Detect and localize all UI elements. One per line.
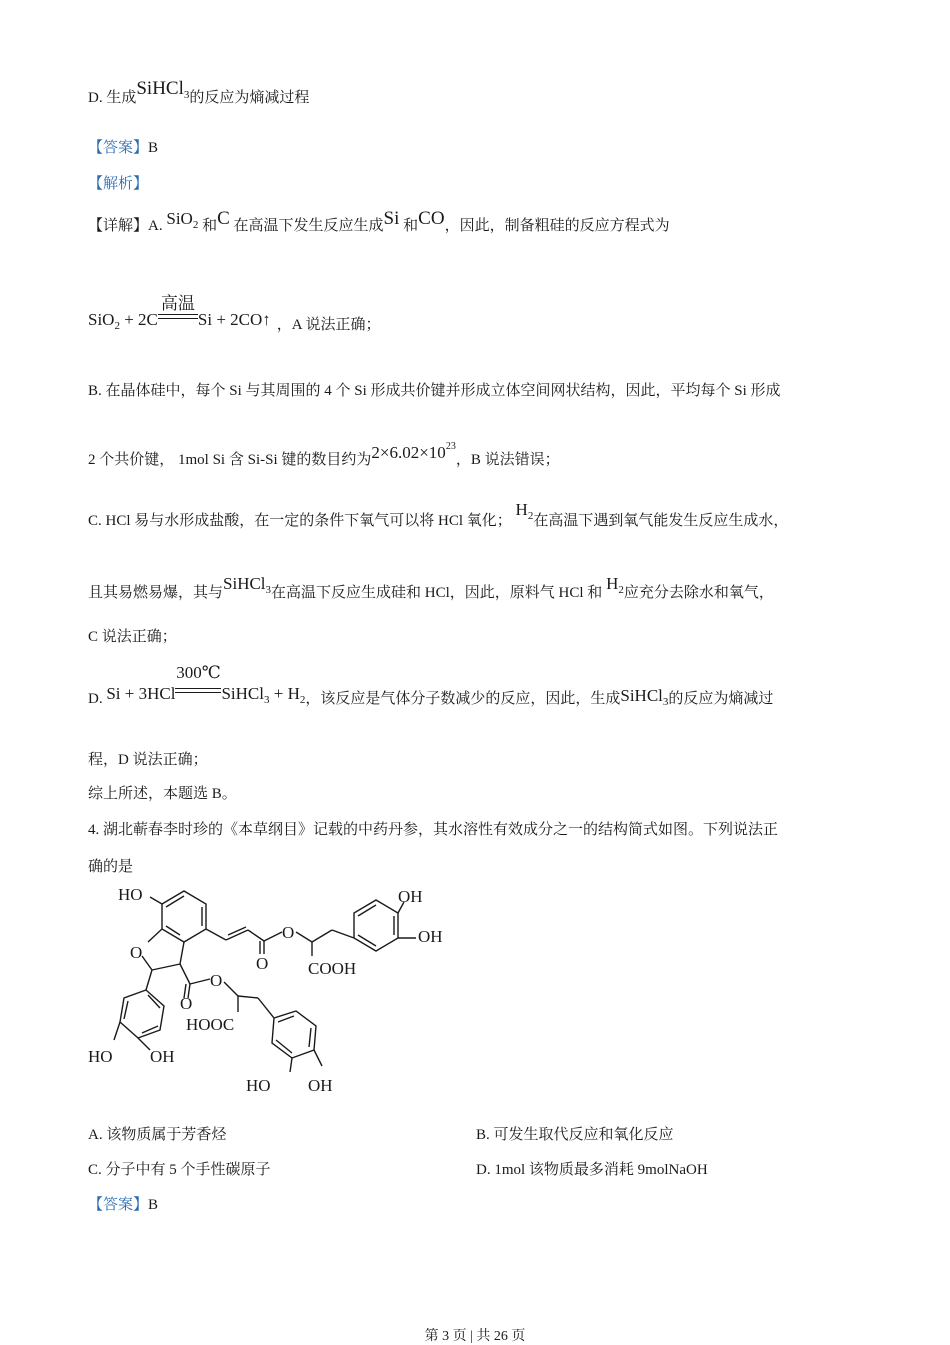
formula-h2: [606, 574, 624, 596]
formula-main: SiHCl: [136, 78, 184, 99]
formula-sub: 2: [618, 584, 624, 596]
a-text-1: A.: [148, 218, 167, 234]
eq2-condition: 300℃: [176, 663, 221, 682]
formula-si: Si: [383, 208, 400, 229]
formula-main: H: [606, 574, 619, 593]
formula-main: SiHCl: [223, 574, 266, 593]
q3-analysis-tag: 【解析】: [88, 176, 149, 192]
eq1-rhs: Si + 2CO↑: [197, 310, 271, 329]
eq2-rhs: [221, 684, 306, 706]
q3-b-line-2: [88, 441, 560, 469]
q3-equation-1: [88, 294, 381, 334]
formula-co: CO: [418, 208, 445, 229]
formula-main: SiHCl: [221, 684, 264, 703]
q4-option-c: C. 分子中有 5 个手性碳原子: [88, 1162, 271, 1178]
formula-sio2: [166, 209, 199, 231]
formula-sub: 3: [263, 694, 270, 706]
label-o-carbonyl-2: O: [180, 994, 193, 1013]
label-o-carbonyl-1: O: [256, 954, 269, 973]
label-oh-left: OH: [150, 1047, 175, 1066]
label-ho-left: HO: [88, 1047, 113, 1066]
q3-c-line-1: [88, 500, 788, 530]
double-bar: [175, 688, 221, 693]
formula-sub: 2: [527, 510, 534, 522]
q3-option-d: [88, 78, 309, 107]
eq1-tail: ，A 说法正确；: [276, 317, 381, 333]
d1-text-1: D.: [88, 691, 107, 707]
c1-text-2: 在高温下遇到氧气能发生反应生成水，: [533, 513, 789, 529]
eq1-condition-arrow: [158, 294, 198, 330]
q4-stem-2: 确的是: [88, 859, 134, 875]
eq1-lhs: [88, 310, 158, 332]
d1-text-3: 的反应为熵减过: [668, 691, 774, 707]
formula-sub: 2: [114, 320, 120, 332]
page-footer: 第 3 页 | 共 26 页: [424, 1329, 526, 1344]
formula-main: 2×6.02×10: [371, 443, 446, 462]
q3-detail-a: [88, 208, 670, 235]
c2-text-1: 且其易燃易爆，其与: [88, 585, 224, 601]
answer-tag: 【答案】: [88, 140, 149, 156]
a-and-1: 和: [202, 218, 218, 234]
c1-text-1: C. HCl 易与水形成盐酸，在一定的条件下氧气可以将 HCl 氧化；: [88, 513, 512, 529]
b2-text-2: ，B 说法错误；: [455, 452, 560, 468]
eq2-condition-arrow: [175, 663, 221, 704]
formula-main: H: [515, 500, 528, 519]
q3-d-line-1: [88, 663, 774, 708]
formula-part: + H: [269, 684, 300, 703]
eq1-condition: 高温: [160, 294, 195, 313]
label-o-ester-1: O: [282, 923, 295, 942]
label-oh-right-a: OH: [398, 887, 423, 906]
formula-main: SiO: [166, 209, 193, 228]
formula-part: + 2C: [119, 310, 158, 329]
q4-stem-1: 4. 湖北蕲春李时珍的《本草纲目》记载的中药丹参，其水溶性有效成分之一的结构简式如图。下列说法正: [88, 822, 779, 838]
label-o-ester-2: O: [210, 971, 223, 990]
double-bar: [158, 314, 198, 319]
structural-formula-diagram: [86, 880, 466, 1100]
formula-sihcl3: [136, 78, 189, 99]
formula-main: SiO: [88, 310, 115, 329]
label-oh-bottom: OH: [308, 1076, 333, 1095]
formula-h2: [515, 500, 534, 522]
q3-b-line-1: B. 在晶体硅中，每个 Si 与其周围的 4 个 Si 形成共价键并形成立体空间网状结构，因此，平均每个 Si 形成: [88, 383, 781, 399]
q3-d-line-2: 程，D 说法正确；: [88, 752, 208, 768]
formula-sub: 3: [183, 89, 190, 101]
label-o-ring: O: [130, 943, 143, 962]
a-and-2: 和: [403, 218, 419, 234]
detail-tag: 【详解】: [88, 218, 149, 234]
answer-value: B: [148, 1197, 159, 1213]
a-text-2: 在高温下发生反应生成: [233, 218, 384, 234]
formula-exp: 23: [445, 441, 456, 452]
answer-tag: 【答案】: [88, 1197, 149, 1213]
c2-text-2: 在高温下反应生成硅和 HCl，因此，原料气 HCl 和: [271, 585, 603, 601]
answer-value: B: [148, 140, 159, 156]
b2-text-1: 2 个共价键， 1mol Si 含 Si-Si 键的数目约为: [88, 452, 372, 468]
benzene-ring-core: [162, 891, 206, 942]
formula-sihcl3: [620, 686, 669, 708]
formula-sihcl3: [223, 574, 272, 596]
a-text-3: ，因此，制备粗硅的反应方程式为: [444, 218, 670, 234]
formula-sub: 3: [662, 696, 669, 708]
c2-text-3: 应充分去除水和氧气，: [623, 585, 774, 601]
option-d-prefix: D. 生成: [88, 90, 137, 106]
q3-summary: 综上所述，本题选 B。: [88, 786, 237, 802]
label-ho-bottom: HO: [246, 1076, 271, 1095]
formula-main: SiHCl: [620, 686, 663, 705]
label-oh-right-b: OH: [418, 927, 443, 946]
formula-sub: 3: [265, 584, 272, 596]
formula-sub: 2: [299, 694, 306, 706]
d1-text-2: ，该反应是气体分子数减少的反应，因此，生成: [305, 691, 621, 707]
q3-answer: [88, 136, 158, 157]
formula-sub: 2: [192, 219, 199, 231]
q3-c-line-2: [88, 574, 774, 602]
eq2-lhs: Si + 3HCl: [106, 684, 176, 703]
q4-option-d: D. 1mol 该物质最多消耗 9molNaOH: [476, 1162, 708, 1178]
label-cooh: COOH: [308, 959, 357, 978]
option-d-suffix: 的反应为熵减过程: [189, 90, 310, 106]
q3-c-line-3: C 说法正确；: [88, 629, 177, 645]
q4-option-b: B. 可发生取代反应和氧化反应: [476, 1127, 674, 1143]
formula-c: C: [217, 208, 230, 229]
q4-answer: [88, 1193, 158, 1214]
avogadro-formula: [371, 443, 455, 462]
q4-option-a: A. 该物质属于芳香烃: [88, 1127, 227, 1143]
label-ho-top: HO: [118, 885, 143, 904]
label-hooc: HOOC: [186, 1015, 235, 1034]
